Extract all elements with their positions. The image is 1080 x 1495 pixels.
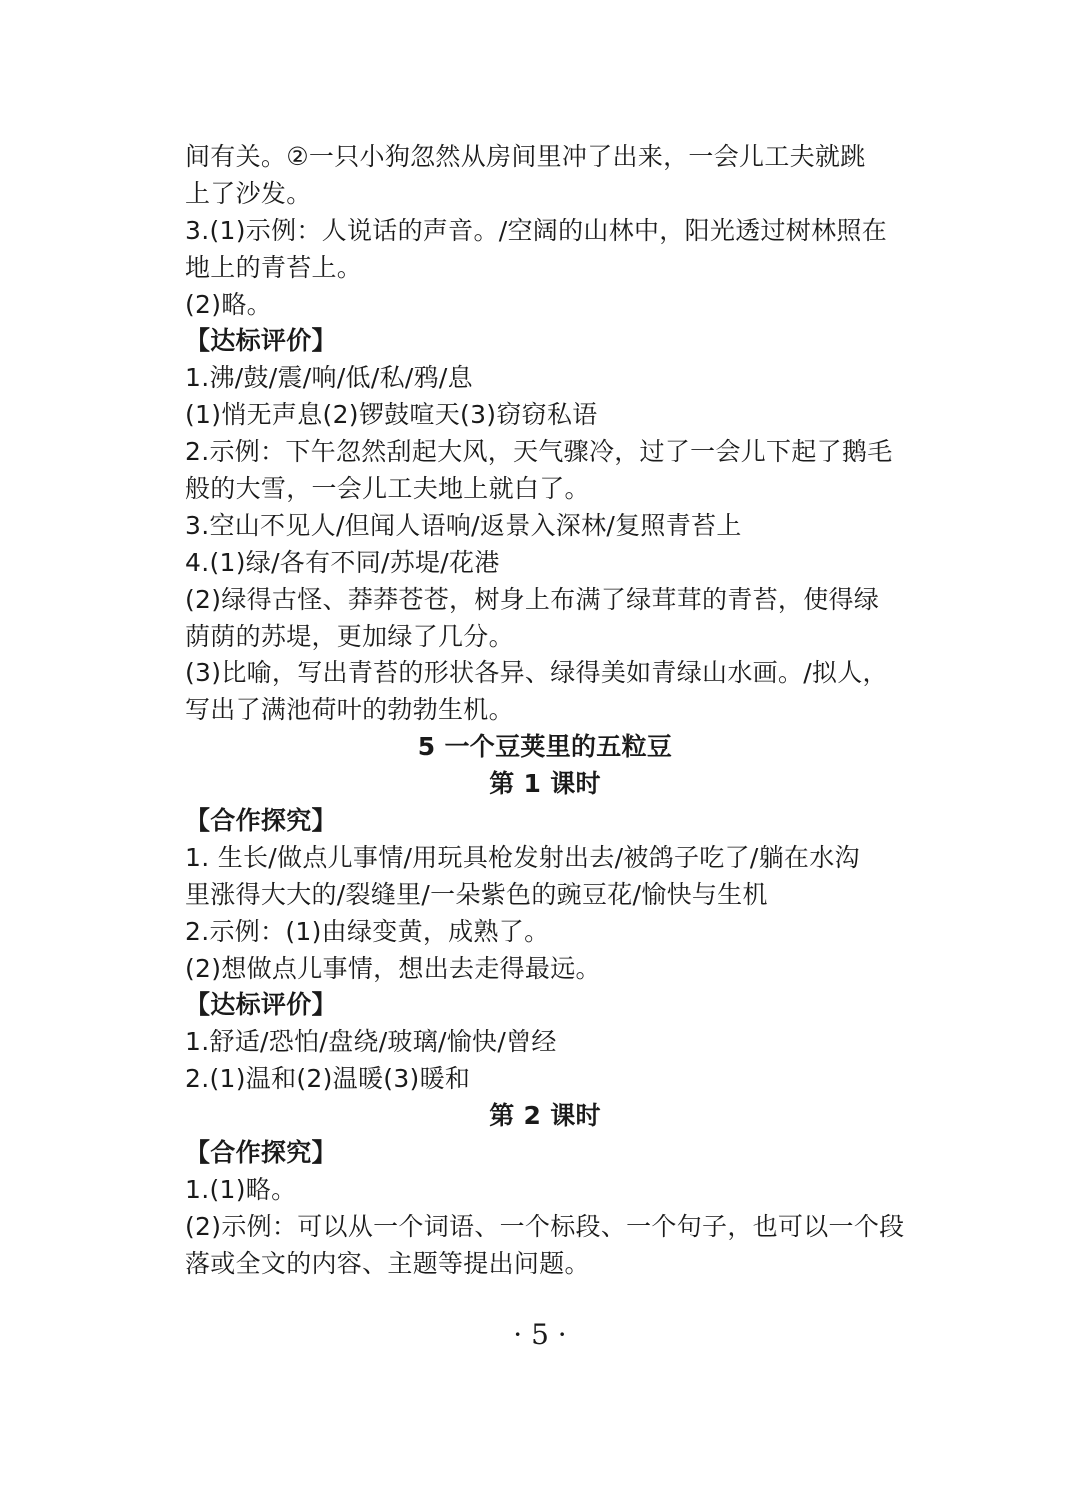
text-line: 里涨得大大的/裂缝里/一朵紫色的豌豆花/愉快与生机 bbox=[185, 879, 768, 909]
text-line: 落或全文的内容、主题等提出问题。 bbox=[185, 1248, 590, 1278]
page-body bbox=[185, 139, 905, 1283]
text-line: (2)想做点儿事情，想出去走得最远。 bbox=[185, 953, 601, 983]
text-line: (2)绿得古怪、莽莽苍苍，树身上布满了绿茸茸的青苔，使得绿 bbox=[185, 584, 880, 614]
text-line: 上了沙发。 bbox=[185, 178, 312, 208]
section-heading: 【达标评价】 bbox=[185, 326, 337, 356]
text-line: (3)比喻，写出青苔的形状各异、绿得美如青绿山水画。/拟人， bbox=[185, 658, 888, 688]
page-number: · 5 · bbox=[513, 1318, 567, 1351]
period-heading: 第 2 课时 bbox=[489, 1101, 601, 1131]
text-line: 2.示例：(1)由绿变黄，成熟了。 bbox=[185, 916, 550, 946]
text-line: 间有关。②一只小狗忽然从房间里冲了出来，一会儿工夫就跳 bbox=[185, 142, 866, 171]
section-heading: 【达标评价】 bbox=[185, 990, 337, 1020]
text-line: 2.(1)温和(2)温暖(3)暖和 bbox=[185, 1064, 471, 1094]
text-line: 荫荫的苏堤，更加绿了几分。 bbox=[185, 621, 514, 651]
text-line: (2)略。 bbox=[185, 289, 272, 319]
text-line: 1.(1)略。 bbox=[185, 1174, 297, 1204]
text-line: (2)示例：可以从一个词语、一个标段、一个句子，也可以一个段 bbox=[185, 1211, 905, 1241]
text-line: 4.(1)绿/各有不同/苏堤/花港 bbox=[185, 547, 500, 577]
lesson-title: 5 一个豆荚里的五粒豆 bbox=[417, 732, 673, 762]
text-line: 1. 生长/做点儿事情/用玩具枪发射出去/被鸽子吃了/躺在水沟 bbox=[185, 842, 860, 872]
text-line: 1.沸/鼓/震/响/低/私/鸦/息 bbox=[185, 363, 473, 393]
text-line: 般的大雪，一会儿工夫地上就白了。 bbox=[185, 474, 590, 504]
text-line: 1.舒适/恐怕/盘绕/玻璃/愉快/曾经 bbox=[185, 1027, 557, 1057]
period-heading: 第 1 课时 bbox=[489, 769, 601, 799]
text-line: 2.示例：下午忽然刮起大风，天气骤冷，过了一会儿下起了鹅毛 bbox=[185, 437, 893, 467]
text-line: 3.空山不见人/但闻人语响/返景入深林/复照青苔上 bbox=[185, 510, 742, 540]
section-heading: 【合作探究】 bbox=[185, 1138, 337, 1168]
text-line: 3.(1)示例：人说话的声音。/空阔的山林中，阳光透过树林照在 bbox=[185, 215, 887, 245]
text-line: (1)悄无声息(2)锣鼓喧天(3)窃窃私语 bbox=[185, 400, 598, 430]
text-line: 写出了满池荷叶的勃勃生机。 bbox=[185, 695, 514, 725]
text-line: 地上的青苔上。 bbox=[185, 252, 363, 282]
section-heading: 【合作探究】 bbox=[185, 806, 337, 836]
